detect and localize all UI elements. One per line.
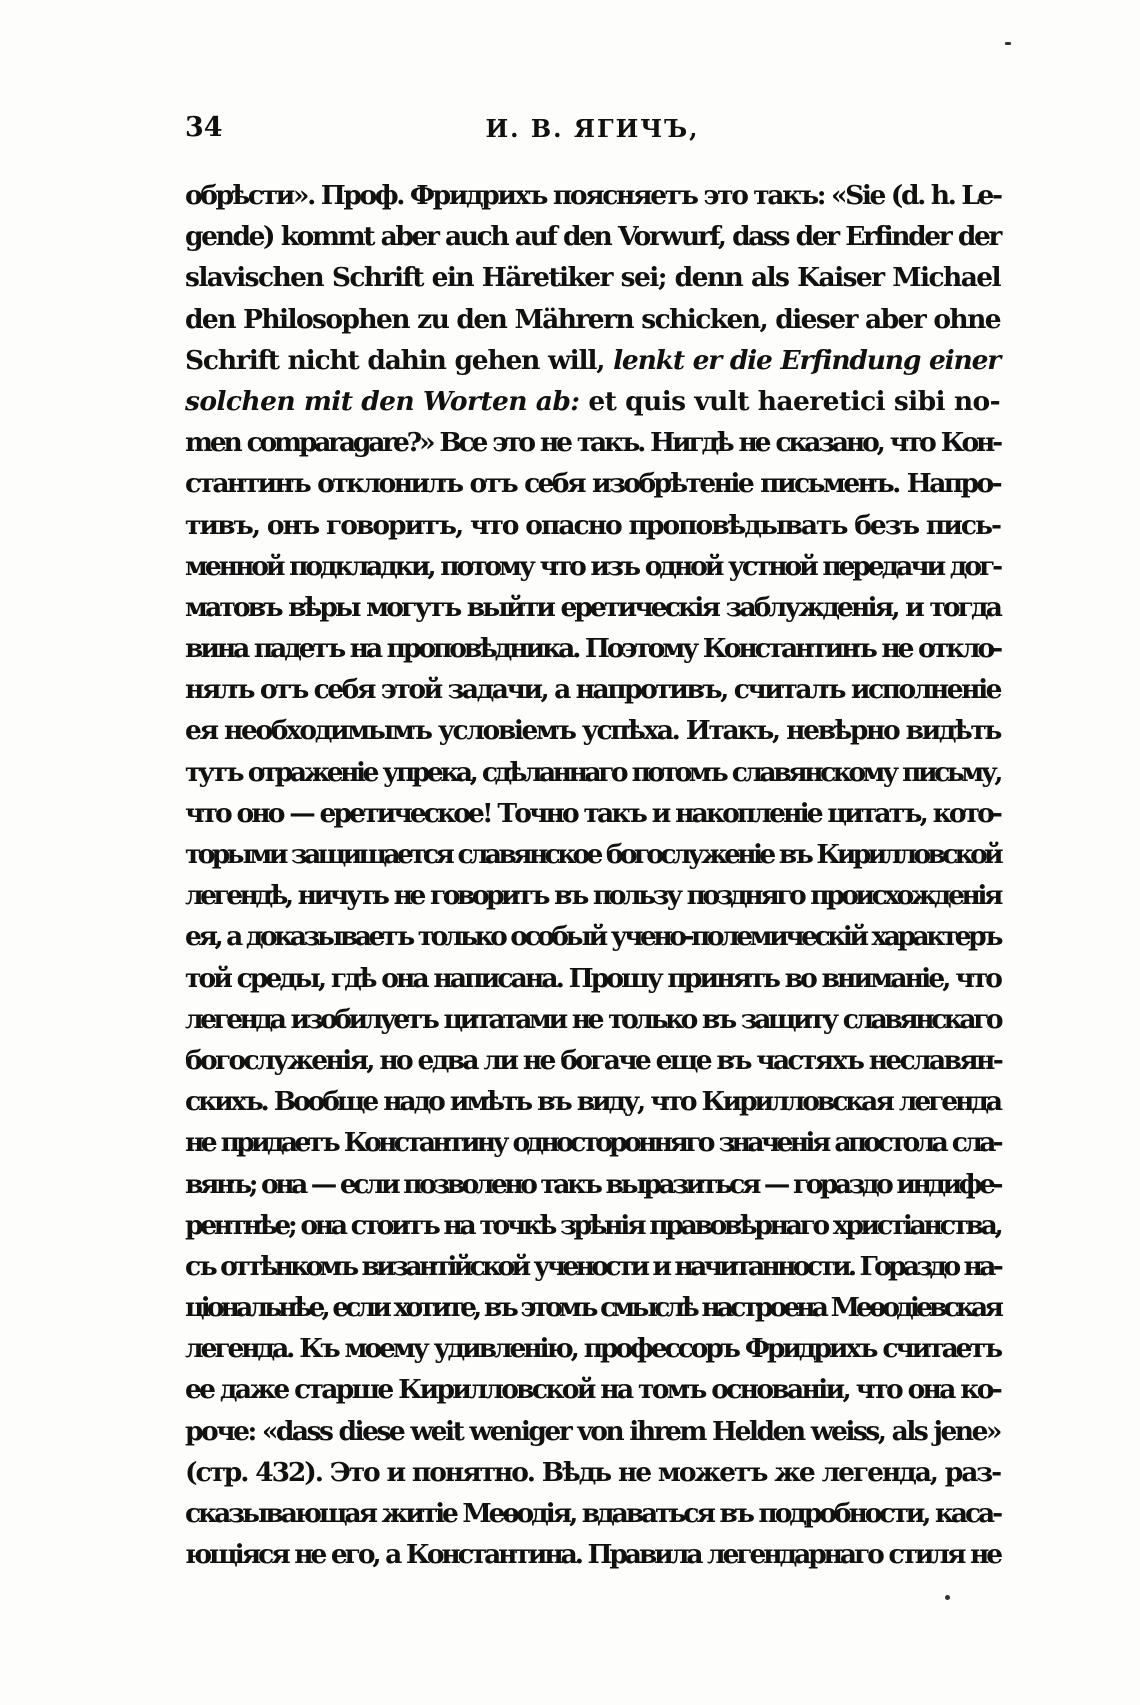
text-line: вина падетъ на проповѣдника. Поэтому Константинъ не откло- xyxy=(185,633,1000,665)
text-line: не придаетъ Константину односторонняго значенія апостола сла- xyxy=(185,1127,1000,1159)
text-line: легенда. Къ моему удивленію, профессоръ Фридрихъ считаетъ xyxy=(185,1333,1000,1365)
text-line: нялъ отъ себя этой задачи, а напротивъ, считалъ исполненіе xyxy=(185,674,1000,706)
text-line: стантинъ отклонилъ отъ себя изобрѣтеніе письменъ. Напро- xyxy=(185,468,1000,500)
text-line: богослуженія, но едва ли не богаче еще въ частяхъ неславян- xyxy=(185,1044,1002,1076)
text-segment: Schrift nicht dahin gehen will, xyxy=(185,344,605,376)
italic-phrase: solchen mit den Worten ab: xyxy=(185,385,580,417)
text-line: тивъ, онъ говоритъ, что опасно проповѣдывать безъ пись- xyxy=(185,509,1000,541)
text-line: роче: «dass diese weit weniger von ihrem Helden weiss, als jene» xyxy=(185,1415,1000,1447)
scan-speck xyxy=(1005,42,1011,45)
running-head: И. В. ЯГИЧЪ, xyxy=(485,114,700,143)
text-line: скихъ. Вообще надо имѣть въ виду, что Кирилловская легенда xyxy=(185,1086,1000,1118)
text-line: ея необходимымъ условіемъ успѣха. Итакъ, невѣрно видѣть xyxy=(185,715,1000,747)
text-line: ющіяся не его, а Константина. Правила легендарнаго стиля не xyxy=(185,1539,1000,1571)
text-line: обрѣсти». Проф. Фридрихъ поясняетъ это такъ: «Sie (d. h. Le- xyxy=(185,180,1001,211)
text-line: gende) kommt aber auch auf den Vorwurf, dass der Erfinder der xyxy=(185,221,1000,253)
body-text xyxy=(185,175,1000,1575)
text-line: менной подкладки, потому что изъ одной устной передачи дог- xyxy=(185,550,1000,582)
text-line: slavischen Schrift ein Häretiker sei; denn als Kaiser Michael xyxy=(185,262,1000,294)
page-number: 34 xyxy=(185,112,223,143)
text-line: ее даже старше Кирилловской на томъ основаніи, что она ко- xyxy=(185,1374,1000,1406)
text-line: ціональнѣе, если хотите, въ этомъ смыслѣ настроена Меѳодіевская xyxy=(185,1292,1000,1324)
scan-speck xyxy=(945,1595,950,1600)
text-line: легендѣ, ничуть не говоритъ въ пользу поздняго происхожденія xyxy=(185,880,1000,912)
text-line: вянъ; она — если позволено такъ выразиться — гораздо индифе- xyxy=(185,1168,1000,1200)
text-line: тутъ отраженіе упрека, сдѣланнаго потомъ славянскому письму, xyxy=(185,756,1000,788)
text-line xyxy=(185,340,1000,381)
text-line: рентнѣе; она стоитъ на точкѣ зрѣнія правовѣрнаго христіанства, xyxy=(185,1209,1001,1241)
text-line xyxy=(185,381,1000,422)
text-line: что оно — еретическое! Точно такъ и накопленіе цитатъ, кото- xyxy=(185,797,1000,829)
text-line: сказывающая житіе Меѳодія, вдаваться въ подробности, каса- xyxy=(185,1498,1000,1529)
text-line: матовъ вѣры могутъ выйти еретическія заблужденія, и тогда xyxy=(185,591,1000,623)
page-header xyxy=(185,112,1000,146)
italic-phrase: lenkt er die Erfindung einer xyxy=(613,344,1000,376)
text-segment: et quis vult haeretici sibi no- xyxy=(588,385,1000,417)
text-line: торыми защищается славянское богослуженіе въ Кирилловской xyxy=(185,839,1000,870)
text-line: men comparagare?» Все это не такъ. Нигдѣ не сказано, что Кон- xyxy=(185,427,1000,459)
text-line: съ оттѣнкомъ византійской учености и начитанности. Гораздо на- xyxy=(185,1250,1000,1282)
text-line: той среды, гдѣ она написана. Прошу принять во вниманіе, что xyxy=(185,962,1000,994)
text-line: ея, а доказываетъ только особый учено-полемическій характеръ xyxy=(185,921,1000,953)
text-line: (стр. 432). Это и понятно. Вѣдь не можетъ же легенда, раз- xyxy=(185,1456,1000,1488)
text-line: den Philosophen zu den Mährern schicken, dieser aber ohne xyxy=(185,303,1000,335)
text-line: легенда изобилуетъ цитатами не только въ защиту славянскаго xyxy=(185,1003,1000,1035)
